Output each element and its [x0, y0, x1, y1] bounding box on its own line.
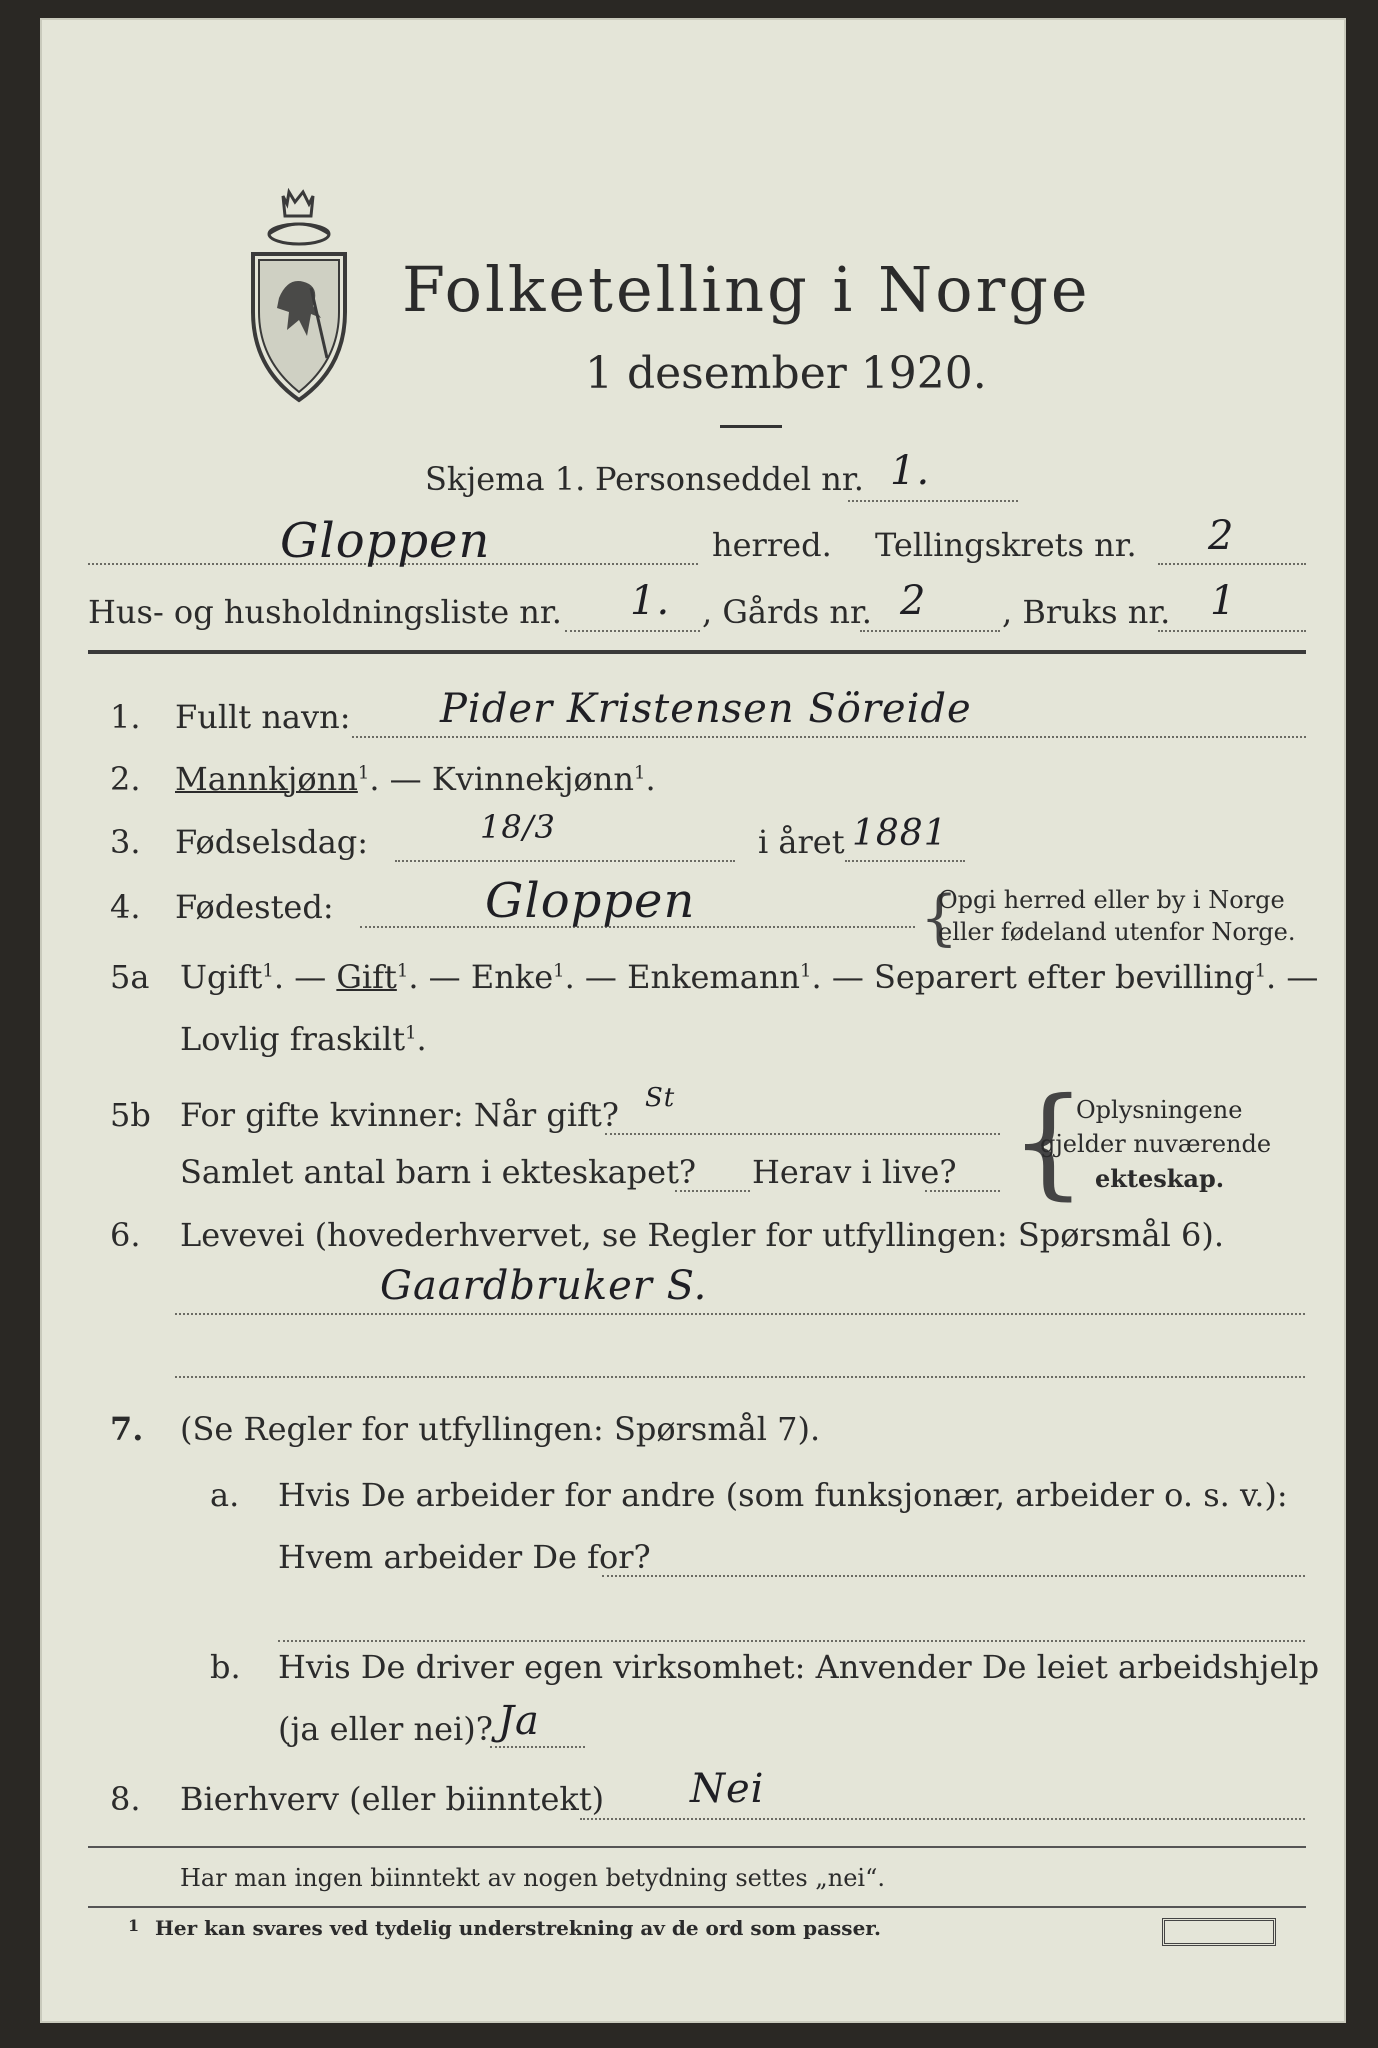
occupation-line	[175, 1313, 1305, 1315]
q7b-number: b.	[210, 1648, 241, 1686]
hired-help-value[interactable]: Ja	[498, 1698, 540, 1744]
q7a-label-2: Hvem arbeider De for?	[278, 1538, 651, 1576]
title-divider	[720, 425, 782, 428]
q1-label: Fullt navn:	[175, 698, 351, 736]
birthday-value[interactable]: 18/3	[480, 808, 556, 846]
marital-fraskilt[interactable]: Lovlig fraskilt	[180, 1020, 406, 1058]
birth-year-value[interactable]: 1881	[852, 813, 948, 854]
q7-number: 7.	[110, 1410, 144, 1448]
herred-value[interactable]: Gloppen	[280, 513, 491, 569]
marital-fraskilt-wrap: Lovlig fraskilt$^1$.	[180, 1020, 427, 1058]
birthplace-value[interactable]: Gloppen	[485, 873, 696, 929]
marital-options: Ugift$^1$. — Gift$^1$. — Enke$^1$. — Enkemann$^1$. — Separert efter bevilling$^1$. —	[180, 958, 1319, 996]
occupation-value[interactable]: Gaardbruker S.	[380, 1263, 708, 1309]
children-label: Samlet antal barn i ekteskapet?	[180, 1153, 697, 1191]
personseddel-label: Personseddel nr.	[595, 460, 864, 498]
gender-separator: —	[379, 760, 432, 798]
gender-options: Mannkjønn$^1$. — Kvinnekjønn$^1$.	[175, 760, 656, 798]
q8-label: Bierhverv (eller biinntekt)	[180, 1780, 605, 1818]
coat-of-arms-icon	[245, 188, 353, 408]
bruks-label: , Bruks nr.	[1002, 593, 1171, 631]
birth-year-line	[845, 860, 965, 862]
marital-separert[interactable]: Separert efter bevilling	[874, 958, 1255, 996]
birthplace-note-2: eller fødeland utenfor Norge.	[938, 918, 1296, 946]
marital-ugift[interactable]: Ugift	[180, 958, 263, 996]
q3-label: Fødselsdag:	[175, 823, 369, 861]
schema-label: Skjema 1.	[425, 460, 586, 498]
marital-enke[interactable]: Enke	[470, 958, 554, 996]
q5b-label: For gifte kvinner: Når gift?	[180, 1096, 619, 1134]
married-when-line	[605, 1133, 1000, 1135]
q8-number: 8.	[110, 1780, 141, 1818]
personseddel-line	[848, 500, 1018, 502]
birthday-line	[395, 860, 735, 862]
form-title: Folketelling i Norge	[402, 253, 1091, 326]
printer-stamp	[1162, 1918, 1276, 1946]
footnote-mark: 1	[128, 1916, 140, 1935]
census-date: 1 desember 1920.	[585, 348, 987, 399]
alive-label: Herav i live?	[752, 1153, 957, 1191]
bruks-line	[1158, 630, 1306, 632]
marriage-note-2: gjelder nuværende	[1040, 1130, 1272, 1158]
q1-number: 1.	[110, 698, 141, 736]
marital-gift[interactable]: Gift	[336, 958, 397, 996]
gards-label: , Gårds nr.	[702, 593, 872, 631]
q7-label: (Se Regler for utfyllingen: Spørsmål 7).	[180, 1410, 821, 1448]
side-income-note: Har man ingen biinntekt av nogen betydning settes „nei“.	[180, 1864, 885, 1892]
marital-enkemann[interactable]: Enkemann	[627, 958, 801, 996]
q5a-number: 5a	[110, 958, 150, 996]
brace-icon-2: {	[1010, 1073, 1087, 1212]
alive-line	[925, 1190, 1000, 1192]
full-name-value[interactable]: Pider Kristensen Söreide	[440, 686, 972, 732]
q4-number: 4.	[110, 888, 141, 926]
side-income-value[interactable]: Nei	[690, 1766, 765, 1812]
q5b-number: 5b	[110, 1096, 151, 1134]
husliste-line	[565, 630, 700, 632]
side-income-line	[580, 1818, 1305, 1820]
q3-number: 3.	[110, 823, 141, 861]
children-line	[675, 1190, 750, 1192]
marriage-note-3: ekteskap.	[1095, 1164, 1225, 1193]
q7b-label-2: (ja eller nei)?	[278, 1710, 493, 1748]
husliste-label: Hus- og husholdningsliste nr.	[88, 593, 562, 631]
q7b-label: Hvis De driver egen virksomhet: Anvender De leiet arbeidshjelp	[278, 1648, 1320, 1686]
bruks-value[interactable]: 1	[1210, 578, 1237, 624]
married-when-value[interactable]: St	[645, 1083, 676, 1113]
section-divider	[88, 650, 1306, 654]
brace-icon: {	[920, 883, 959, 953]
q2-number: 2.	[110, 760, 141, 798]
herred-label: herred.	[712, 526, 832, 564]
census-form	[40, 18, 1346, 2023]
gender-female-option[interactable]: Kvinnekjønn	[431, 760, 634, 798]
husliste-value[interactable]: 1.	[630, 578, 671, 624]
q4-label: Fødested:	[175, 888, 334, 926]
footnote-divider	[88, 1906, 1306, 1908]
tellingskrets-line	[1158, 563, 1306, 565]
tellingskrets-value[interactable]: 2	[1208, 513, 1235, 559]
footnote-text: Her kan svares ved tydelig understrekning av de ord som passer.	[155, 1916, 881, 1940]
q1-line	[352, 736, 1306, 738]
q6-label: Levevei (hovederhvervet, se Regler for utfyllingen: Spørsmål 6).	[180, 1216, 1225, 1254]
birthplace-note-1: Opgi herred eller by i Norge	[938, 886, 1285, 914]
q7a-label: Hvis De arbeider for andre (som funksjonær, arbeider o. s. v.):	[278, 1476, 1288, 1514]
gards-value[interactable]: 2	[900, 578, 927, 624]
gender-male-option[interactable]: Mannkjønn	[175, 760, 358, 798]
employer-line-2	[278, 1640, 1305, 1642]
birth-year-label: i året	[758, 823, 845, 861]
bottom-divider	[88, 1846, 1306, 1848]
gards-line	[860, 630, 1000, 632]
personseddel-value[interactable]: 1.	[890, 448, 931, 494]
occupation-line-2	[175, 1376, 1305, 1378]
hired-help-line	[490, 1746, 585, 1748]
tellingskrets-label: Tellingskrets nr.	[875, 526, 1137, 564]
marriage-note-1: Oplysningene	[1076, 1096, 1243, 1124]
q7a-number: a.	[210, 1476, 240, 1514]
q6-number: 6.	[110, 1216, 141, 1254]
employer-line	[602, 1575, 1305, 1577]
